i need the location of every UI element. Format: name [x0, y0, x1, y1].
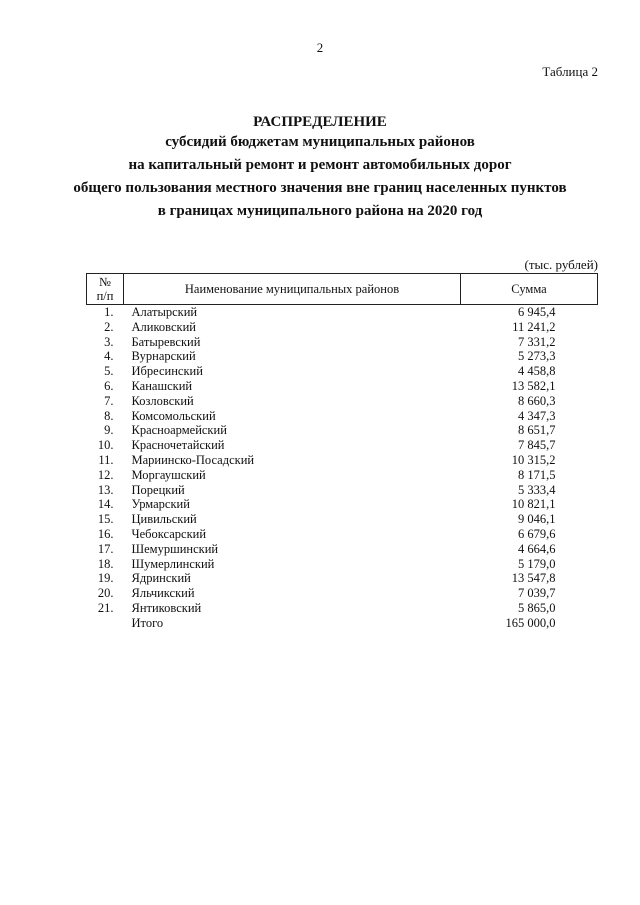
row-number: 12.	[97, 467, 114, 482]
district-name: Яльчикский	[131, 586, 195, 601]
district-name: Батыревский	[131, 334, 201, 349]
table-row	[87, 542, 598, 557]
row-number: 19.	[97, 571, 114, 586]
table-row	[87, 497, 598, 512]
table-row	[87, 438, 598, 453]
subsidy-sum: 6 945,4	[518, 305, 556, 319]
table-label: Таблица 2	[542, 64, 598, 79]
row-number: 18.	[97, 556, 114, 571]
subsidy-sum: 7 331,2	[518, 334, 556, 349]
subsidy-sum: 5 273,3	[518, 349, 556, 364]
units-label: (тыс. рублей)	[524, 257, 598, 272]
row-number: 7.	[104, 393, 114, 408]
header-sum: Сумма	[461, 274, 598, 305]
subtitle-line: на капитальный ремонт и ремонт автомобильных дорог	[128, 157, 512, 173]
table-row	[87, 571, 598, 586]
subsidy-sum: 8 171,5	[518, 467, 556, 482]
distribution-table	[86, 273, 598, 631]
district-name: Урмарский	[131, 497, 190, 512]
row-number: 13.	[97, 482, 114, 497]
district-name: Цивильский	[131, 512, 197, 527]
subsidy-sum: 8 660,3	[518, 393, 556, 408]
table-header-row	[87, 274, 598, 305]
page-number: 2	[316, 40, 324, 55]
subsidy-sum: 8 651,7	[518, 423, 556, 438]
subsidy-sum: 4 664,6	[518, 541, 556, 556]
header-number-line1: №	[99, 275, 111, 289]
table-body	[87, 305, 598, 631]
table-row	[87, 512, 598, 527]
row-number: 8.	[104, 408, 114, 423]
row-number: 14.	[97, 497, 114, 512]
row-number: 10.	[97, 438, 114, 453]
district-name: Чебоксарский	[131, 526, 207, 541]
row-number	[87, 616, 124, 631]
row-number: 5.	[104, 364, 114, 379]
district-name: Красночетайский	[131, 438, 225, 453]
table-row	[87, 349, 598, 364]
row-number: 9.	[104, 423, 114, 438]
header-number	[87, 274, 124, 305]
district-name: Канашский	[131, 378, 193, 393]
subtitle-line: общего пользования местного значения вне границ населенных пунктов	[73, 180, 567, 196]
subtitle-line: в границах муниципального района на 2020 год	[157, 203, 483, 219]
table-row	[87, 453, 598, 468]
document-title: РАСПРЕДЕЛЕНИЕ	[253, 114, 387, 130]
row-number: 4.	[104, 349, 114, 364]
table-row	[87, 305, 598, 320]
district-name: Козловский	[131, 393, 194, 408]
table-row	[87, 320, 598, 335]
header-district-name: Наименование муниципальных районов	[124, 274, 461, 305]
subsidy-sum: 7 845,7	[518, 438, 556, 453]
district-name: Аликовский	[131, 319, 196, 334]
district-name: Ибресинский	[131, 364, 203, 379]
row-number: 15.	[97, 512, 114, 527]
district-name: Шумерлинский	[131, 556, 215, 571]
table-row	[87, 483, 598, 498]
subsidy-sum: 11 241,2	[512, 319, 556, 334]
total-row	[87, 616, 598, 631]
district-name: Моргаушский	[131, 467, 206, 482]
row-number: 20.	[97, 586, 114, 601]
table-row	[87, 379, 598, 394]
row-number: 21.	[97, 600, 114, 615]
subtitle-line: субсидий бюджетам муниципальных районов	[165, 134, 475, 150]
subsidy-sum: 13 547,8	[511, 571, 556, 586]
district-name: Красноармейский	[131, 423, 227, 438]
row-number: 1.	[104, 305, 114, 319]
header-number-line2: п/п	[96, 289, 114, 303]
table-row	[87, 423, 598, 438]
table-row	[87, 335, 598, 350]
subsidy-sum: 4 458,8	[518, 364, 556, 379]
subsidy-sum: 5 865,0	[518, 600, 556, 615]
subsidy-sum: 5 179,0	[518, 556, 556, 571]
table-row	[87, 409, 598, 424]
row-number: 11.	[98, 452, 114, 467]
district-name: Комсомольский	[131, 408, 216, 423]
district-name: Шемуршинский	[131, 541, 219, 556]
table-row	[87, 527, 598, 542]
table-row	[87, 394, 598, 409]
subsidy-sum: 10 315,2	[511, 452, 556, 467]
district-name: Порецкий	[131, 482, 185, 497]
subsidy-sum: 4 347,3	[518, 408, 556, 423]
subsidy-sum: 13 582,1	[511, 378, 556, 393]
table-row	[87, 468, 598, 483]
row-number: 3.	[104, 334, 114, 349]
table-row	[87, 601, 598, 616]
row-number: 2.	[104, 319, 114, 334]
subsidy-sum: 5 333,4	[518, 482, 556, 497]
district-name: Вурнарский	[131, 349, 196, 364]
district-name: Алатырский	[131, 305, 198, 319]
subsidy-sum: 165 000,0	[505, 615, 556, 630]
subsidy-sum: 9 046,1	[518, 512, 556, 527]
table-row	[87, 364, 598, 379]
district-name: Ядринский	[131, 571, 191, 586]
row-number: 17.	[97, 541, 114, 556]
district-name: Янтиковский	[131, 600, 202, 615]
row-number: 16.	[97, 526, 114, 541]
district-name: Мариинско-Посадский	[131, 452, 255, 467]
table-row	[87, 557, 598, 572]
table-row	[87, 586, 598, 601]
title-block	[0, 113, 640, 223]
district-name: Итого	[131, 615, 164, 630]
row-number: 6.	[104, 378, 114, 393]
subsidy-sum: 10 821,1	[511, 497, 556, 512]
subsidy-sum: 7 039,7	[518, 586, 556, 601]
subsidy-sum: 6 679,6	[518, 526, 556, 541]
